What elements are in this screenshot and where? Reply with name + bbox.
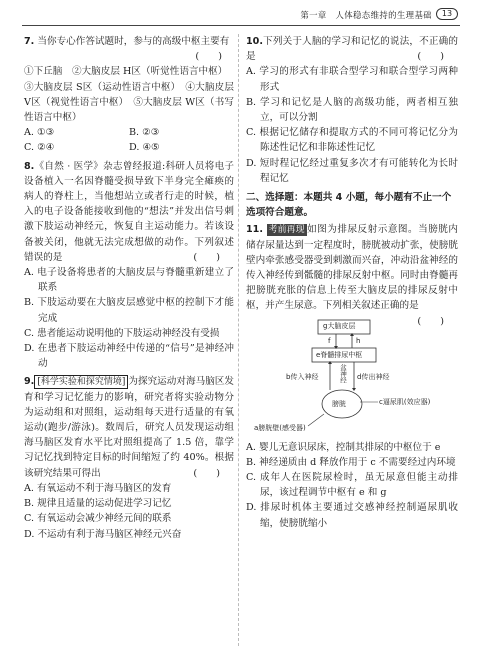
section-heading: 二、选择题：本题共 4 小题，每小题有不止一个选项符合题意。 xyxy=(246,192,452,219)
q10-option-d[interactable]: D. 短时程记忆经过重复多次才有可能转化为长时程记忆 xyxy=(246,157,458,184)
q9-option-b[interactable]: B. 规律且适量的运动促进学习记忆 xyxy=(24,498,172,510)
q10-option-c[interactable]: C. 根据记忆储存和提取方式的不同可将记忆分为陈述性记忆和非陈述性记忆 xyxy=(246,127,458,154)
column-divider xyxy=(238,34,239,646)
header-rule xyxy=(22,25,460,26)
question-7 xyxy=(24,34,234,156)
label-d: d传出神经 xyxy=(357,372,390,381)
reflex-diagram-svg xyxy=(246,318,458,436)
label-bladder: 膀胱 xyxy=(332,399,346,408)
question-8 xyxy=(24,159,234,372)
q11-option-d[interactable]: D. 排尿时机体主要通过交感神经控制逼尿肌收缩，使膀胱缩小 xyxy=(246,502,458,529)
label-f: f xyxy=(328,336,331,345)
q7-item: ③大脑皮层 S区（运动性语言中枢） ④大脑皮层 V区（视觉性语言中枢） ⑤大脑皮层 W区（书写性语言中枢） xyxy=(24,81,234,124)
q7-item: ①下丘脑 ②大脑皮层 H区（听觉性语言中枢） xyxy=(24,66,228,78)
q8-option-c[interactable]: C. 患者能运动说明他的下肢运动神经没有受损 xyxy=(24,327,220,339)
q7-option-b[interactable]: B. ②③ xyxy=(129,127,160,139)
q10-answer-paren: ( ) xyxy=(417,51,444,63)
q7-option-c[interactable]: C. ②④ xyxy=(24,142,55,154)
question-9 xyxy=(24,374,234,541)
q9-context-tag: [科学实验和探究情境] xyxy=(34,375,128,389)
label-b: b传入神经 xyxy=(286,372,319,381)
label-c: c逼尿肌(效应器) xyxy=(379,397,431,406)
q11-option-c[interactable]: C. 成年人在医院尿检时，虽无尿意但能主动排尿，该过程调节中枢有 e 和 g xyxy=(246,472,458,499)
q11-option-a[interactable]: A. 婴儿无意识尿床，控制其排尿的中枢位于 e xyxy=(246,441,441,453)
page-header xyxy=(0,0,480,26)
page-number: 13 xyxy=(436,8,458,20)
label-pelvic-nerve: 盆神经 xyxy=(339,363,347,384)
q7-option-d[interactable]: D. ④⑤ xyxy=(129,142,160,154)
q7-options-row xyxy=(24,125,234,140)
right-column xyxy=(246,34,458,533)
q7-answer-paren: ( ) xyxy=(195,51,222,63)
q9-stem: 9. [科学实验和探究情境] 为探究运动对海马脑区发育和学习记忆能力的影响，研究者将实验动物分为运动组和对照组，运动组每天进行适量的有氧运动(跑步/游泳)。数周后，研究人员发现运动组海马脑区发育水平比对照组提高了 1.5 倍，靠学习记忆找到特定目标的时间缩短了约 40%。根据该研究结果可得出 ( ) xyxy=(24,374,234,480)
left-column xyxy=(24,34,234,544)
q9-option-d[interactable]: D. 不运动有利于海马脑区神经元兴奋 xyxy=(24,528,182,540)
q10-option-a[interactable]: A. 学习的形式有非联合型学习和联合型学习两种形式 xyxy=(246,66,458,93)
chapter-title: 第一章 人体稳态维持的生理基础 xyxy=(300,10,432,20)
q9-option-a[interactable]: A. 有氧运动不利于海马脑区的发育 xyxy=(24,482,172,494)
label-h: h xyxy=(356,336,361,345)
q11-tag: 考前再现 xyxy=(268,225,305,236)
q9-answer-paren: ( ) xyxy=(193,467,220,479)
q11-answer-paren: ( ) xyxy=(417,315,444,327)
q8-answer-paren: ( ) xyxy=(193,251,220,263)
label-g: g大脑皮层 xyxy=(323,321,356,330)
q11-option-b[interactable]: B. 神经递质由 d 释放作用于 c 不需要经过内环境 xyxy=(246,456,456,468)
reflex-diagram xyxy=(246,318,458,436)
question-10 xyxy=(246,34,458,186)
q11-stem: 11. 考前再现 如图为排尿反射示意图。当膀胱内储存尿量达到一定程度时，膀胱被动扩张，使膀胱壁内牵张感受器受到刺激而兴奋，冲动沿盆神经的传入神经传到骶髓的排尿反射中枢。同时由脊髓再把膀胱充胀的信息上传至大脑皮层的排尿反射中枢，并产生尿意。下列相关叙述正确的是 ( ) xyxy=(246,222,458,313)
label-a: a膀胱壁(感受器) xyxy=(254,423,306,432)
q8-option-d[interactable]: D. 在患者下肢运动神经中传递的“信号”是神经冲动 xyxy=(24,343,234,370)
q7-stem: 7. 当你专心作答试题时，参与的高级中枢主要有 xyxy=(24,36,230,47)
q8-option-b[interactable]: B. 下肢运动要在大脑皮层感觉中枢的控制下才能完成 xyxy=(24,297,234,324)
q8-option-a[interactable]: A. 电子设备将患者的大脑皮层与脊髓重新建立了联系 xyxy=(24,267,234,294)
q10-stem: 10.下列关于人脑的学习和记忆的说法，不正确的是 ( ) xyxy=(246,34,458,64)
q7-options-row xyxy=(24,140,234,155)
q10-option-b[interactable]: B. 学习和记忆是人脑的高级功能，两者相互独立，可以分割 xyxy=(246,96,458,124)
q7-option-a[interactable]: A. ①③ xyxy=(24,127,55,139)
q9-option-c[interactable]: C. 有氧运动会减少神经元间的联系 xyxy=(24,513,172,525)
q8-stem: 8.《自然 · 医学》杂志曾经报道:科研人员将电子设备植入一名因脊髓受损导致下半身完全瘫痪的病人的脊柱上，当他想站立或者行走的时候，植入的电子设备能接收到他的“想法”并发出信号刺激下肢运动神经元，恢复自主运动能力。若该设备被关闭，他就无法完成想做的动作。下列叙述错误的是 ( ) xyxy=(24,159,234,265)
question-11 xyxy=(246,222,458,530)
label-e: e脊髓排尿中枢 xyxy=(316,350,363,359)
